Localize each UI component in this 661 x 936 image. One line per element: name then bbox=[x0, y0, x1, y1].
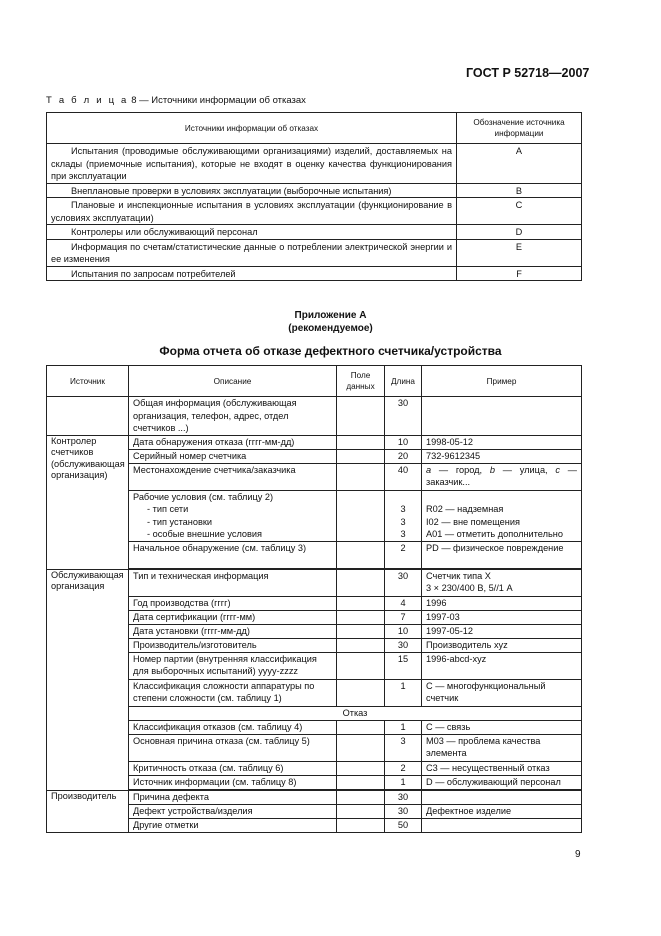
row-description: Общая информация (обслуживающая организация, телефон, адрес, отдел счетчиков ...) bbox=[129, 397, 337, 436]
row-description: Основная причина отказа (см. таблицу 5) bbox=[129, 734, 337, 761]
conditions-example: A01 — отметить дополнительно bbox=[426, 529, 563, 539]
data-field-cell bbox=[337, 463, 385, 490]
row-example bbox=[422, 463, 582, 490]
page-number: 9 bbox=[575, 849, 581, 860]
table8-row-text: Испытания (проводимые обслуживающими организациями) изделий, доставляемых на склады (приемочные испытания), которые не входят в оценку качества функционирования при эксплуатации bbox=[47, 144, 457, 184]
row-length: 15 bbox=[385, 652, 422, 679]
data-field-cell bbox=[337, 541, 385, 568]
table8-header-source: Источники информации об отказах bbox=[47, 113, 457, 144]
row-description: Причина дефекта bbox=[129, 790, 337, 804]
row-description: Дата сертификации (гггг-мм) bbox=[129, 610, 337, 624]
header-length: Длина bbox=[385, 366, 422, 397]
row-length: 3 bbox=[385, 734, 422, 761]
conditions-length: 3 bbox=[400, 516, 406, 527]
row-example: 1996 bbox=[422, 596, 582, 610]
conditions-length: 3 bbox=[400, 529, 406, 539]
row-example: 1998-05-12 bbox=[422, 435, 582, 449]
source-service-organization: Обслуживающая организация bbox=[47, 569, 129, 790]
row-description: Источник информации (см. таблицу 8) bbox=[129, 775, 337, 789]
data-field-cell bbox=[337, 397, 385, 436]
row-example: D — обслуживающий персонал bbox=[422, 775, 582, 789]
row-example: С3 — несущественный отказ bbox=[422, 761, 582, 775]
data-field-cell bbox=[337, 624, 385, 638]
row-description-conditions bbox=[129, 490, 337, 541]
data-field-cell bbox=[337, 638, 385, 652]
data-field-cell bbox=[337, 449, 385, 463]
row-example: М03 — проблема качества элемента bbox=[422, 734, 582, 761]
table8-header-code: Обозначение источника информации bbox=[457, 113, 582, 144]
example-b-text: — улица, bbox=[495, 464, 556, 475]
data-field-cell bbox=[337, 734, 385, 761]
row-description: Начальное обнаружение (см. таблицу 3) bbox=[129, 541, 337, 568]
table8-row-code: D bbox=[457, 225, 582, 240]
row-example: 1997-05-12 bbox=[422, 624, 582, 638]
row-example: 732-9612345 bbox=[422, 449, 582, 463]
row-length: 1 bbox=[385, 679, 422, 706]
row-example: С — связь bbox=[422, 720, 582, 734]
failure-report-table bbox=[46, 365, 582, 833]
table8-caption-number: 8 bbox=[131, 95, 137, 106]
row-length: 30 bbox=[385, 638, 422, 652]
row-description: Дефект устройства/изделия bbox=[129, 804, 337, 818]
data-field-cell bbox=[337, 761, 385, 775]
row-example: С — многофункциональный счетчик bbox=[422, 679, 582, 706]
source-cell-empty bbox=[47, 397, 129, 436]
conditions-item: - тип сети bbox=[147, 504, 189, 514]
row-description: Производитель/изготовитель bbox=[129, 638, 337, 652]
row-description: Тип и техническая информация bbox=[129, 569, 337, 596]
data-field-cell bbox=[337, 569, 385, 596]
row-length: 40 bbox=[385, 463, 422, 490]
row-length-conditions bbox=[385, 490, 422, 541]
example-a-letter: а bbox=[426, 464, 432, 475]
header-data-field: Поле данных bbox=[337, 366, 385, 397]
conditions-length: 3 bbox=[400, 504, 406, 514]
form-title: Форма отчета об отказе дефектного счетчика/устройства bbox=[159, 344, 502, 358]
row-description: Номер партии (внутренняя классификация для выборочных испытаний) yyyy-zzzz bbox=[129, 652, 337, 679]
example-a-text: — город, bbox=[431, 464, 490, 475]
row-description: Критичность отказа (см. таблицу 6) bbox=[129, 761, 337, 775]
source-manufacturer: Производитель bbox=[47, 790, 129, 832]
data-field-cell bbox=[337, 775, 385, 789]
conditions-item: - тип установки bbox=[147, 516, 212, 527]
header-example: Пример bbox=[422, 366, 582, 397]
conditions-item: - особые внешние условия bbox=[147, 529, 263, 539]
row-example: 1997-03 bbox=[422, 610, 582, 624]
data-field-cell bbox=[337, 679, 385, 706]
row-description: Местонахождение счетчика/заказчика bbox=[129, 463, 337, 490]
failure-section-label: Отказ bbox=[129, 706, 582, 720]
data-field-cell bbox=[337, 804, 385, 818]
data-field-cell bbox=[337, 790, 385, 804]
row-length: 30 bbox=[385, 569, 422, 596]
document-code: ГОСТ Р 52718—2007 bbox=[466, 66, 590, 80]
source-controller: Контролер счетчиков (обслуживающая организация) bbox=[47, 435, 129, 569]
row-description: Серийный номер счетчика bbox=[129, 449, 337, 463]
row-length: 2 bbox=[385, 761, 422, 775]
data-field-cell bbox=[337, 610, 385, 624]
table8-row-code: B bbox=[457, 183, 582, 198]
row-example bbox=[422, 569, 582, 596]
table8-row-text: Испытания по запросам потребителей bbox=[47, 266, 457, 281]
row-length: 7 bbox=[385, 610, 422, 624]
table8 bbox=[46, 112, 582, 281]
table8-row-code: C bbox=[457, 198, 582, 225]
data-field-cell bbox=[337, 596, 385, 610]
data-field-cell bbox=[337, 490, 385, 541]
example-line: Счетчик типа X bbox=[426, 570, 491, 581]
row-length: 2 bbox=[385, 541, 422, 568]
row-length: 50 bbox=[385, 818, 422, 832]
data-field-cell bbox=[337, 435, 385, 449]
table8-row-text: Плановые и инспекционные испытания в условиях эксплуатации (функционирование в условиях эксплуатации) bbox=[47, 198, 457, 225]
header-source: Источник bbox=[47, 366, 129, 397]
data-field-cell bbox=[337, 818, 385, 832]
row-example: Дефектное изделие bbox=[422, 804, 582, 818]
row-example-conditions bbox=[422, 490, 582, 541]
row-description: Дата установки (гггг-мм-дд) bbox=[129, 624, 337, 638]
appendix-title: Приложение А bbox=[294, 310, 367, 321]
row-length: 1 bbox=[385, 720, 422, 734]
table8-row-text: Контролеры или обслуживающий персонал bbox=[47, 225, 457, 240]
row-description: Классификация отказов (см. таблицу 4) bbox=[129, 720, 337, 734]
row-length: 1 bbox=[385, 775, 422, 789]
appendix-subtitle: (рекомендуемое) bbox=[288, 323, 373, 334]
header-description: Описание bbox=[129, 366, 337, 397]
conditions-example: R02 — надземная bbox=[426, 504, 504, 514]
row-length: 30 bbox=[385, 804, 422, 818]
row-length: 30 bbox=[385, 790, 422, 804]
table8-row-text: Информация по счетам/статистические данные о потреблении электрической энергии и ее изменения bbox=[47, 239, 457, 266]
row-description: Дата обнаружения отказа (гггг-мм-дд) bbox=[129, 435, 337, 449]
row-length: 10 bbox=[385, 435, 422, 449]
row-length: 20 bbox=[385, 449, 422, 463]
conditions-title: Рабочие условия (см. таблицу 2) bbox=[133, 491, 274, 502]
row-example bbox=[422, 818, 582, 832]
table8-row-code: E bbox=[457, 239, 582, 266]
row-description: Классификация сложности аппаратуры по степени сложности (см. таблицу 1) bbox=[129, 679, 337, 706]
table8-row-code: A bbox=[457, 144, 582, 184]
row-example bbox=[422, 397, 582, 436]
data-field-cell bbox=[337, 652, 385, 679]
row-length: 4 bbox=[385, 596, 422, 610]
table8-row-text: Внеплановые проверки в условиях эксплуатации (выборочные испытания) bbox=[47, 183, 457, 198]
example-c-letter: c bbox=[555, 464, 560, 475]
conditions-example: I02 — вне помещения bbox=[426, 516, 520, 527]
row-length: 30 bbox=[385, 397, 422, 436]
row-example bbox=[422, 790, 582, 804]
example-line: 3 × 230/400 В, 5//1 А bbox=[426, 583, 513, 593]
row-length: 10 bbox=[385, 624, 422, 638]
row-description: Год производства (гггг) bbox=[129, 596, 337, 610]
row-description: Другие отметки bbox=[129, 818, 337, 832]
row-example: Производитель xyz bbox=[422, 638, 582, 652]
row-example: 1996-abcd-xyz bbox=[422, 652, 582, 679]
row-example: PD — физическое повреждение bbox=[422, 541, 582, 568]
table8-row-code: F bbox=[457, 266, 582, 281]
example-c-text: — заказчик... bbox=[426, 464, 577, 487]
example-b-letter: b bbox=[489, 464, 496, 475]
data-field-cell bbox=[337, 720, 385, 734]
table8-caption-prefix: Т а б л и ц а bbox=[46, 95, 129, 106]
table8-caption bbox=[46, 95, 306, 106]
table8-caption-text: — Источники информации об отказах bbox=[136, 95, 306, 106]
